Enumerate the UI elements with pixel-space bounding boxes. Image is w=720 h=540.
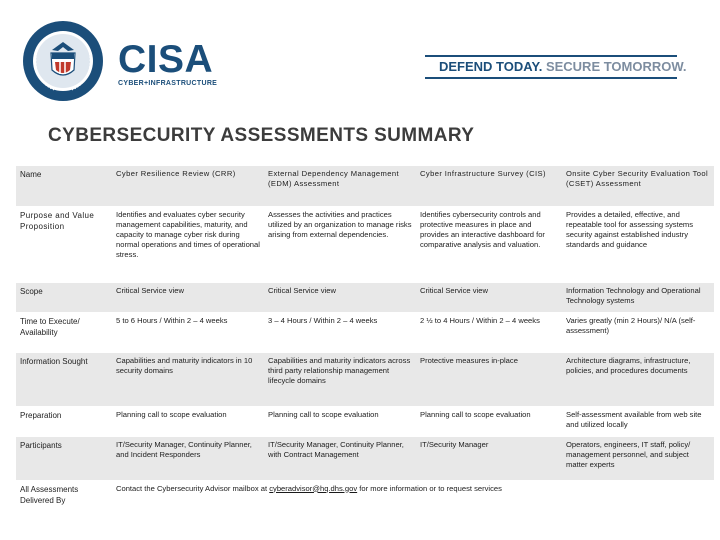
table-row-time — [16, 312, 714, 352]
cell-cset: Onsite Cyber Security Evaluation Tool (CSET) Assessment — [562, 166, 714, 206]
table-row-purpose — [16, 206, 714, 282]
table-row-participants — [16, 436, 714, 480]
tagline-light: SECURE TOMORROW. — [545, 59, 687, 74]
table-row-name — [16, 166, 714, 206]
tagline — [439, 59, 687, 74]
cell-crr: IT/Security Manager, Continuity Planner, and Incident Responders — [112, 436, 264, 480]
dhs-seal-icon — [22, 20, 104, 102]
cell-cis: 2 ½ to 4 Hours / Within 2 – 4 weeks — [416, 312, 562, 352]
page-title: CYBERSECURITY ASSESSMENTS SUMMARY — [48, 125, 475, 146]
tagline-rule-top — [425, 55, 677, 57]
table-row-info — [16, 352, 714, 406]
row-label: Name — [16, 166, 112, 206]
cell-edm: Planning call to scope evaluation — [264, 406, 416, 436]
header — [0, 0, 720, 110]
cell-cis: Critical Service view — [416, 282, 562, 312]
cell-edm: Critical Service view — [264, 282, 416, 312]
logo-subtitle: CYBER+INFRASTRUCTURE — [118, 80, 218, 87]
contact-email-link[interactable]: cyberadvisor@hq.dhs.gov — [269, 483, 358, 493]
cell-cset: Information Technology and Operational Technology systems — [562, 282, 714, 312]
cell-cset: Architecture diagrams, infrastructure, policies, and procedures documents — [562, 352, 714, 406]
table-row-scope — [16, 282, 714, 312]
row-label: Scope — [16, 282, 112, 312]
row-label: Purpose and Value Proposition — [16, 206, 112, 282]
row-label: Time to Execute/ Availability — [16, 312, 112, 352]
cell-cis: Protective measures in-place — [416, 352, 562, 406]
row-label: Preparation — [16, 406, 112, 436]
contact-prefix: Contact the Cybersecurity Advisor mailbox at — [116, 483, 268, 493]
cell-cset: Self-assessment available from web site and utilized locally — [562, 406, 714, 436]
cell-edm: External Dependency Management (EDM) Assessment — [264, 166, 416, 206]
assessments-table — [16, 166, 714, 511]
cell-cset: Varies greatly (min 2 Hours)/ N/A (self-assessment) — [562, 312, 714, 352]
contact-cell — [112, 480, 714, 510]
cell-cis: Identifies cybersecurity controls and protective measures in place and provides an interactive dashboard for comparative analysis and valuation. — [416, 206, 562, 282]
cell-crr: 5 to 6 Hours / Within 2 – 4 weeks — [112, 312, 264, 352]
contact-suffix: for more information or to request services — [359, 483, 502, 493]
cell-crr: Identifies and evaluates cyber security management capabilities, maturity, and capacity to manage cyber risk during normal operations and times of operational stress. — [112, 206, 264, 282]
cell-crr: Planning call to scope evaluation — [112, 406, 264, 436]
cell-cset: Provides a detailed, effective, and repeatable tool for assessing systems security against established industry standards and guidance — [562, 206, 714, 282]
cell-cis: Planning call to scope evaluation — [416, 406, 562, 436]
tagline-banner — [425, 55, 687, 79]
tagline-strong: DEFEND TODAY. — [439, 59, 543, 74]
cell-cis: Cyber Infrastructure Survey (CIS) — [416, 166, 562, 206]
cell-crr: Capabilities and maturity indicators in 10 security domains — [112, 352, 264, 406]
cell-edm: Assesses the activities and practices utilized by an organization to manage risks arising from external dependencies. — [264, 206, 416, 282]
table-row-preparation — [16, 406, 714, 436]
cell-edm: IT/Security Manager, Continuity Planner, with Contract Management — [264, 436, 416, 480]
table-row-delivered-by — [16, 480, 714, 510]
tagline-rule-bottom — [425, 77, 677, 79]
cell-cset: Operators, engineers, IT staff, policy/ management personnel, and subject matter experts — [562, 436, 714, 480]
cell-crr: Critical Service view — [112, 282, 264, 312]
cell-edm: 3 – 4 Hours / Within 2 – 4 weeks — [264, 312, 416, 352]
row-label: Information Sought — [16, 352, 112, 406]
cell-crr: Cyber Resilience Review (CRR) — [112, 166, 264, 206]
row-label: Participants — [16, 436, 112, 480]
row-label: All Assessments Delivered By — [16, 480, 112, 510]
cisa-logo — [118, 40, 217, 87]
cell-edm: Capabilities and maturity indicators across third party relationship management lifecycle domains — [264, 352, 416, 406]
logo-name: CISA — [118, 38, 214, 81]
cell-cis: IT/Security Manager — [416, 436, 562, 480]
